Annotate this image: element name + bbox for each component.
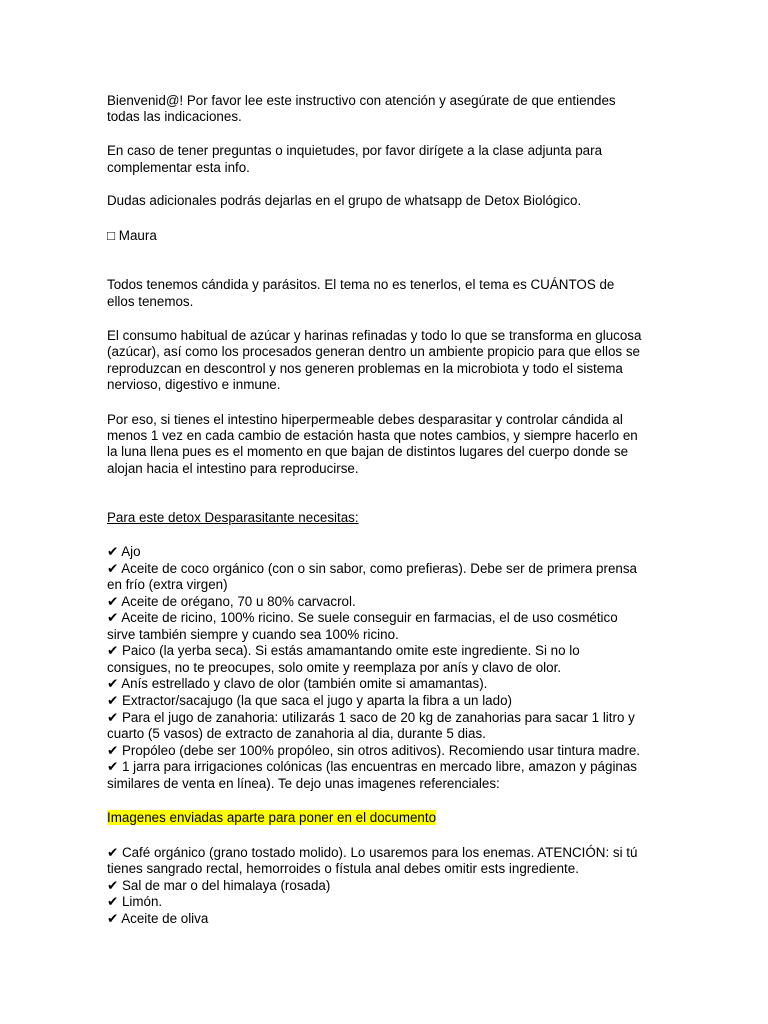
list-item: ✔ Anís estrellado y clavo de olor (también omite si amamantas). [107,676,488,691]
list-item: similares de venta en línea). Te dejo unas imagenes referenciales: [107,776,500,791]
body-line: (azúcar), así como los procesados generan dentro un ambiente propicio para que ellos se [107,344,640,359]
list-item: ✔ Extractor/sacajugo (la que saca el jugo y aparta la fibra a un lado) [107,693,512,708]
list-item: ✔ Aceite de ricino, 100% ricino. Se suele conseguir en farmacias, el de uso cosmético [107,610,618,625]
body-line: la luna llena pues es el momento en que bajan de distintos lugares del cuerpo donde se [107,444,629,459]
intro-line: En caso de tener preguntas o inquietudes, por favor dirígete a la clase adjunta para [107,143,603,158]
list-item: consigues, no te preocupes, solo omite y reemplaza por anís y clavo de olor. [107,660,562,675]
body-line: ellos tenemos. [107,294,194,309]
list-item: ✔ Café orgánico (grano tostado molido). Lo usaremos para los enemas. ATENCIÓN: si tú [107,845,638,860]
list-item: ✔ Propóleo (debe ser 100% propóleo, sin otros aditivos). Recomiendo usar tintura madre. [107,743,640,758]
list-item: ✔ Sal de mar o del himalaya (rosada) [107,878,331,893]
body-line: Por eso, si tienes el intestino hiperpermeable debes desparasitar y controlar cándida al [107,412,623,427]
body-line: alojan hacia el intestino para reproducirse. [107,461,359,476]
intro-line: complementar esta info. [107,160,250,175]
body-line: reproduzcan en descontrol y nos generen problemas en la microbiota y todo el sistema [107,361,623,376]
list-item: tienes sangrado rectal, hemorroides o fístula anal debes omitir ests ingrediente. [107,861,579,876]
signature: □ Maura [107,228,157,243]
highlight-note-text: Imagenes enviadas aparte para poner en el documento [107,810,437,825]
list-item: ✔ Aceite de oliva [107,911,209,926]
list-item: cuarto (5 vasos) de extracto de zanahoria al dia, durante 5 dias. [107,726,486,741]
body-line: menos 1 vez en cada cambio de estación hasta que notes cambios, y siempre hacerlo en [107,428,638,443]
intro-line: todas las indicaciones. [107,109,242,124]
list-item: ✔ Ajo [107,544,141,559]
body-line: nervioso, digestivo e inmune. [107,377,281,392]
list-item: ✔ Limón. [107,894,163,909]
intro-line: Bienvenid@! Por favor lee este instructivo con atención y asegúrate de que entiendes [107,93,616,108]
list-item: en frío (extra virgen) [107,577,228,592]
list-item: ✔ Para el jugo de zanahoria: utilizarás 1 saco de 20 kg de zanahorias para sacar 1 litro y [107,710,635,725]
intro-line: Dudas adicionales podrás dejarlas en el grupo de whatsapp de Detox Biológico. [107,193,582,208]
list-item: sirve también siempre y cuando sea 100% ricino. [107,627,399,642]
list-item: ✔ 1 jarra para irrigaciones colónicas (las encuentras en mercado libre, amazon y páginas [107,759,638,774]
body-line: El consumo habitual de azúcar y harinas refinadas y todo lo que se transforma en glucosa [107,328,642,343]
list-item: ✔ Aceite de coco orgánico (con o sin sabor, como prefieras). Debe ser de primera prensa [107,561,638,576]
list-item: ✔ Paico (la yerba seca). Si estás amamantando omite este ingrediente. Si no lo [107,643,580,658]
section-heading: Para este detox Desparasitante necesitas: [107,510,359,525]
body-line: Todos tenemos cándida y parásitos. El tema no es tenerlos, el tema es CUÁNTOS de [107,277,615,292]
highlight-note [107,810,436,827]
list-item: ✔ Aceite de orégano, 70 u 80% carvacrol. [107,594,356,609]
